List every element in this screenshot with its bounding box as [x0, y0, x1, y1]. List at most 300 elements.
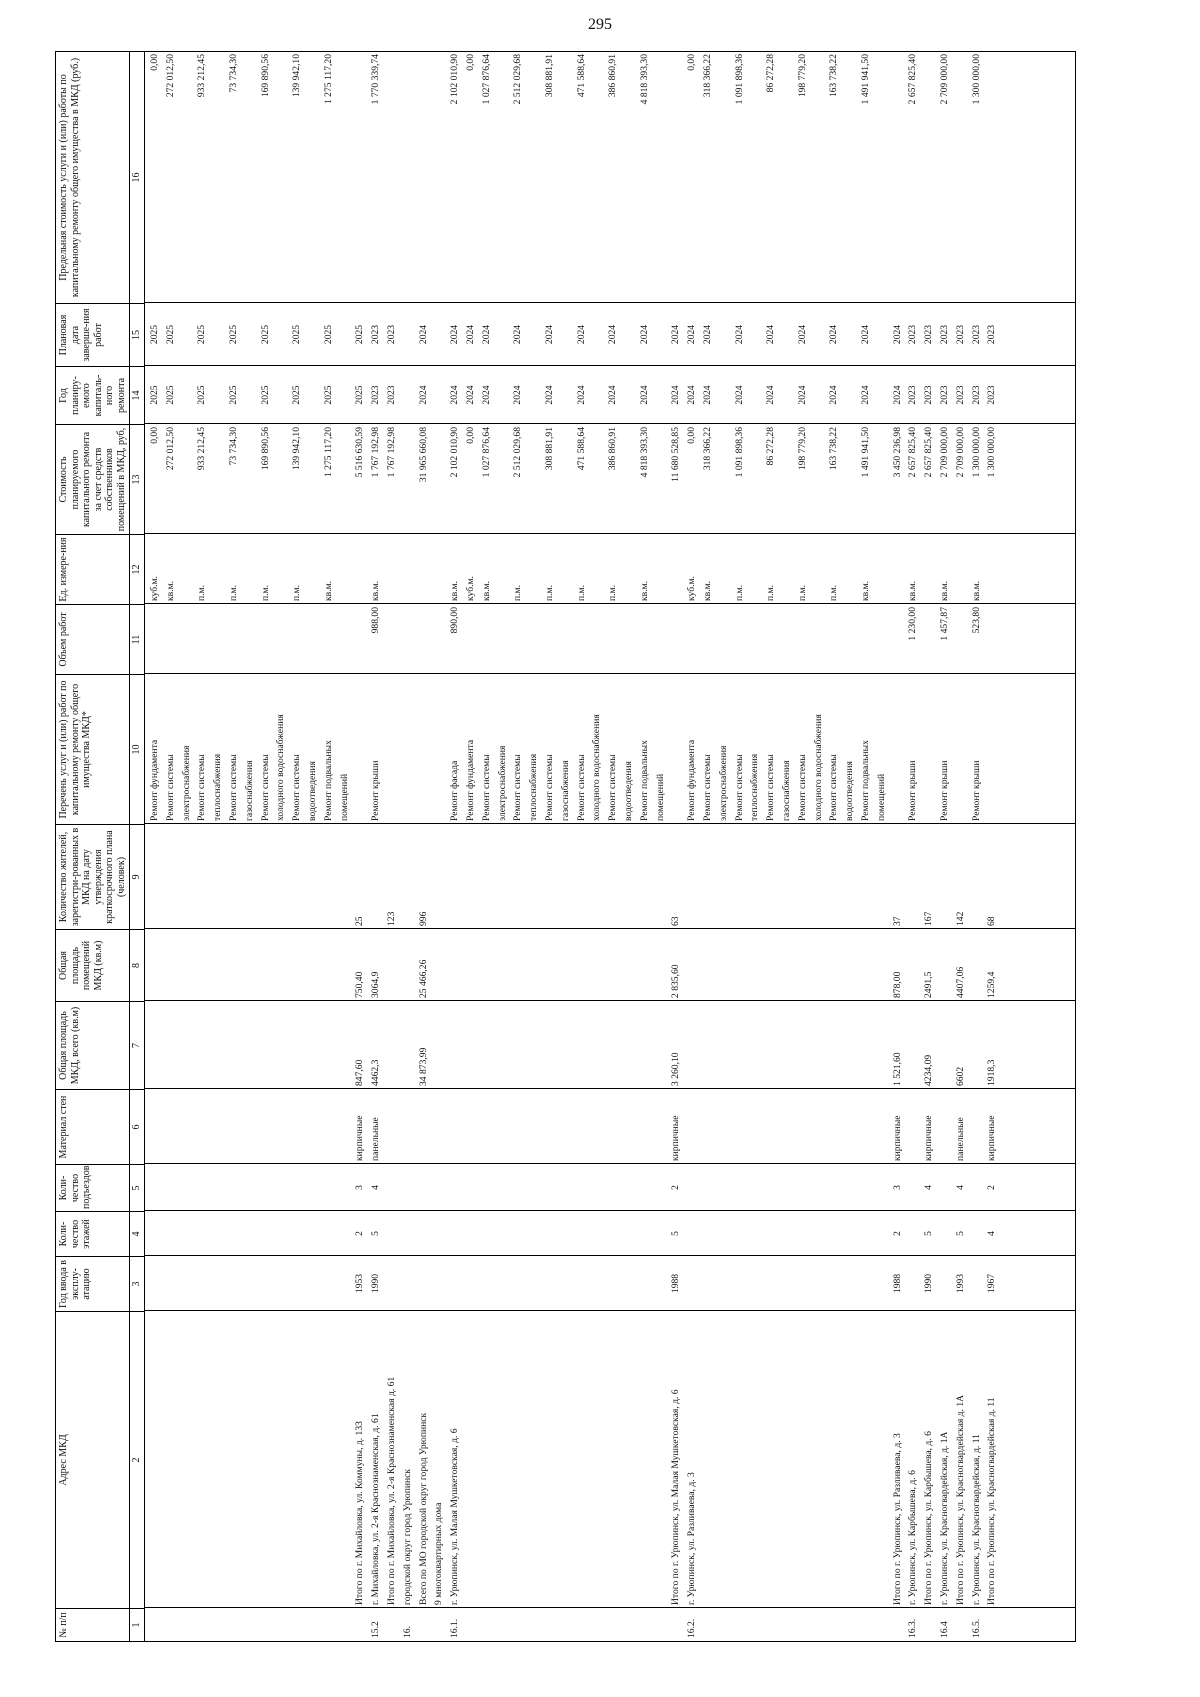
cell-completion-date: 2025 — [149, 324, 160, 345]
cell-completion-date: 2024 — [686, 324, 698, 345]
cell-cost: 3 450 236,98 — [891, 427, 903, 478]
cell-cost: 1 275 117,20 — [322, 427, 334, 478]
cell-work-item: Ремонт фасада — [449, 760, 461, 821]
cell-address: Итого по г. Урюпинск, ул. Карбышева, д. 6 — [923, 1431, 935, 1605]
cell-cost: 1 091 898,36 — [733, 427, 745, 478]
col-number: 16 — [130, 52, 145, 304]
cell-address: Итого по г. Михайловка, ул. 2-я Краснознаменская д. 61 — [386, 1376, 397, 1605]
cell-completion-date: 2024 — [480, 324, 492, 345]
cell-total-area: 847,60 — [354, 1059, 366, 1086]
cell-repair-year: 2024 — [638, 385, 650, 405]
cell-year-built: 1988 — [670, 1273, 682, 1294]
cell-unit: кв.м. — [164, 580, 176, 601]
cell-unit: кв.м. — [702, 580, 713, 601]
cell-repair-year: 2025 — [149, 385, 160, 405]
cell-work-item: Ремонт системы — [607, 754, 619, 821]
cell-repair-year: 2024 — [607, 385, 619, 405]
cell-completion-date: 2024 — [575, 324, 587, 345]
cell-max-cost: 2 512 029,68 — [512, 54, 524, 105]
col-number: 15 — [130, 304, 145, 367]
cell-wall-material: панельные — [370, 1117, 382, 1161]
cell-cost: 163 738,22 — [828, 427, 840, 471]
cell-entrances: 4 — [954, 1185, 966, 1190]
cell-unit: п.м. — [544, 584, 555, 601]
cell-row-num: 15.2 — [370, 1621, 382, 1638]
cell-work-item: водоотведения — [307, 761, 318, 821]
cell-repair-year: 2024 — [544, 385, 555, 405]
cell-unit: п.м. — [607, 584, 619, 601]
cell-work-item: Ремонт крыши — [370, 760, 382, 821]
cell-completion-date: 2025 — [164, 324, 176, 345]
header-address: Адрес МКД — [56, 1312, 130, 1609]
column-divider — [145, 423, 1075, 424]
col-number: 9 — [130, 825, 145, 930]
cell-work-item: газоснабжения — [559, 760, 571, 821]
cell-floors: 5 — [370, 1231, 382, 1236]
cell-repair-year: 2025 — [354, 385, 366, 405]
cell-repair-year: 2024 — [796, 385, 808, 405]
cell-row-num: 16.4 — [939, 1621, 950, 1638]
cell-completion-date: 2024 — [607, 324, 619, 345]
cell-wall-material: панельные — [954, 1117, 966, 1161]
cell-work-item: Ремонт системы — [512, 754, 524, 821]
cell-max-cost: 933 212,45 — [196, 54, 208, 98]
header-unit: Ед. измере-ния — [56, 535, 130, 605]
cell-completion-date: 2025 — [228, 324, 239, 345]
cell-total-area: 1 521,60 — [891, 1052, 903, 1086]
cell-floors: 5 — [923, 1231, 935, 1236]
cell-year-built: 1990 — [923, 1273, 935, 1294]
cell-max-cost: 471 588,64 — [575, 54, 587, 98]
cell-completion-date: 2025 — [259, 324, 271, 345]
cell-cost: 0,00 — [465, 427, 476, 444]
cell-completion-date: 2025 — [291, 324, 303, 345]
cell-completion-date: 2023 — [907, 324, 919, 345]
cell-cost: 0,00 — [686, 427, 698, 444]
cell-work-item: Ремонт подвальных — [638, 740, 650, 821]
cell-repair-year: 2024 — [465, 385, 476, 405]
header-volume: Объем работ — [56, 605, 130, 675]
cell-repair-year: 2023 — [954, 385, 966, 405]
cell-repair-year: 2024 — [733, 385, 745, 405]
cell-work-item: Ремонт фундамента — [686, 739, 698, 821]
cell-year-built: 1967 — [986, 1273, 998, 1294]
cell-premises-area: 878,00 — [891, 971, 903, 998]
cell-max-cost: 198 779,20 — [796, 54, 808, 98]
cell-volume: 1 457,87 — [939, 607, 950, 641]
col-number: 5 — [130, 1165, 145, 1212]
cell-work-item: Ремонт системы — [228, 754, 239, 821]
cell-cost: 86 272,28 — [765, 427, 777, 466]
cell-unit: кв.м. — [970, 580, 982, 601]
col-number: 7 — [130, 1002, 145, 1090]
cell-repair-year: 2023 — [939, 385, 950, 405]
cell-volume: 1 230,00 — [907, 607, 919, 641]
cell-year-built: 1988 — [891, 1273, 903, 1294]
col-number: 1 — [130, 1609, 145, 1642]
column-divider — [145, 1310, 1075, 1311]
cell-entrances: 2 — [670, 1185, 682, 1190]
column-divider — [145, 1000, 1075, 1001]
cell-max-cost: 0,00 — [465, 54, 476, 71]
cell-total-area: 6602 — [954, 1066, 966, 1086]
header-residents: Количество жителей, зарегистри-рованных в МКД на дату утверждения краткосрочного плана (человек) — [56, 825, 130, 930]
header-num: № п/п — [56, 1609, 130, 1642]
cell-repair-year: 2025 — [259, 385, 271, 405]
cell-row-num: 16.2. — [686, 1618, 698, 1638]
column-divider — [145, 603, 1075, 604]
cell-work-item: Ремонт системы — [259, 754, 271, 821]
cell-repair-year: 2025 — [322, 385, 334, 405]
cell-work-item: холодного водоснабжения — [275, 714, 287, 821]
cell-address: г. Урюпинск, ул. Карбышева, д. 6 — [907, 1470, 919, 1605]
cell-cost: 5 516 630,59 — [354, 427, 366, 478]
cell-work-item: Ремонт системы — [196, 754, 208, 821]
cell-address: г. Урюпинск, ул. Малая Мушкетовская, д. 6 — [449, 1428, 461, 1605]
cell-completion-date: 2024 — [638, 324, 650, 345]
cell-residents: 63 — [670, 916, 682, 926]
cell-work-item: Ремонт системы — [291, 754, 303, 821]
cell-completion-date: 2024 — [702, 324, 713, 345]
cell-year-built: 1993 — [954, 1273, 966, 1294]
cell-cost: 2 709 000,00 — [939, 427, 950, 478]
column-divider — [145, 1255, 1075, 1256]
cell-premises-area: 25 466,26 — [417, 959, 429, 998]
cell-unit: кв.м. — [907, 580, 919, 601]
cell-total-area: 3 260,10 — [670, 1052, 682, 1086]
cell-completion-date: 2023 — [370, 324, 382, 345]
cell-work-item: Ремонт подвальных — [860, 740, 871, 821]
cell-completion-date: 2024 — [465, 324, 476, 345]
cell-cost: 1 767 192,98 — [370, 427, 382, 478]
cell-cost: 471 588,64 — [575, 427, 587, 471]
cell-residents: 996 — [417, 911, 429, 926]
cell-cost: 1 767 192,98 — [386, 427, 397, 478]
cell-wall-material: кирпичные — [670, 1115, 682, 1161]
cell-work-item: Ремонт системы — [733, 754, 745, 821]
cell-work-item: теплоснабжения — [212, 753, 224, 821]
header-max-cost: Предельная стоимость услуги и (или) работы по капитальному ремонту общего имущества в МКД (руб.) — [56, 52, 130, 304]
cell-work-item: Ремонт подвальных — [322, 740, 334, 821]
cell-unit: кв.м. — [449, 580, 461, 601]
cell-address: Итого по г. Михайловка, ул. Коммуны, д. 133 — [354, 1421, 366, 1605]
header-wall-material: Материал стен — [56, 1090, 130, 1165]
cell-work-item: помещений — [338, 773, 350, 821]
cell-completion-date: 2024 — [670, 324, 682, 345]
cell-completion-date: 2024 — [765, 324, 777, 345]
cell-work-item: Ремонт системы — [575, 754, 587, 821]
cell-cost: 318 366,22 — [702, 427, 713, 471]
cell-work-item: электроснабжения — [180, 745, 192, 821]
cell-volume: 988,00 — [370, 607, 382, 634]
cell-work-item: помещений — [654, 773, 666, 821]
cell-address: Итого по г. Урюпинск, ул. Красногвардейская д. 11 — [986, 1397, 998, 1605]
cell-completion-date: 2023 — [923, 324, 935, 345]
cell-work-item: Ремонт системы — [702, 754, 713, 821]
cell-unit: п.м. — [196, 584, 208, 601]
cell-repair-year: 2024 — [828, 385, 840, 405]
header-premises-area: Общая площадь помещений МКД (кв.м) — [56, 930, 130, 1002]
cell-premises-area: 1259,4 — [986, 971, 998, 998]
cell-wall-material: кирпичные — [923, 1115, 935, 1161]
cell-unit: куб.м. — [686, 576, 698, 601]
cell-cost: 73 734,30 — [228, 427, 239, 466]
cell-premises-area: 2 835,60 — [670, 964, 682, 998]
cell-max-cost: 1 275 117,20 — [322, 54, 334, 105]
cell-unit: куб.м. — [149, 576, 160, 601]
col-number: 4 — [130, 1212, 145, 1257]
cell-completion-date: 2024 — [512, 324, 524, 345]
cell-cost: 198 779,20 — [796, 427, 808, 471]
cell-completion-date: 2024 — [891, 324, 903, 345]
cell-residents: 68 — [986, 916, 998, 926]
column-divider — [145, 823, 1075, 824]
cell-max-cost: 86 272,28 — [765, 54, 777, 93]
page-number: 295 — [588, 16, 612, 33]
cell-repair-year: 2024 — [512, 385, 524, 405]
cell-repair-year: 2023 — [970, 385, 982, 405]
cell-completion-date: 2024 — [417, 324, 429, 345]
cell-entrances: 3 — [354, 1185, 366, 1190]
cell-floors: 2 — [354, 1231, 366, 1236]
cell-max-cost: 0,00 — [149, 54, 160, 71]
cell-unit: куб.м. — [465, 576, 476, 601]
cell-max-cost: 386 860,91 — [607, 54, 619, 98]
col-number: 2 — [130, 1312, 145, 1609]
cell-work-item: Ремонт крыши — [907, 760, 919, 821]
cell-work-item: водоотведения — [844, 761, 856, 821]
cell-repair-year: 2024 — [702, 385, 713, 405]
cell-premises-area: 750,40 — [354, 971, 366, 998]
cell-residents: 25 — [354, 916, 366, 926]
cell-cost: 2 657 825,40 — [907, 427, 919, 478]
cell-unit: кв.м. — [638, 580, 650, 601]
cell-completion-date: 2024 — [449, 324, 461, 345]
col-number: 6 — [130, 1090, 145, 1165]
header-repair-year: Год планиру-емого капиталь-ного ремонта — [56, 367, 130, 425]
cell-entrances: 4 — [370, 1185, 382, 1190]
header-entrances: Коли-чество подъездов — [56, 1165, 130, 1212]
cell-cost: 4 818 393,30 — [638, 427, 650, 478]
cell-work-item: Ремонт системы — [480, 754, 492, 821]
cell-cost: 1 300 000,00 — [970, 427, 982, 478]
cell-cost: 2 102 010,90 — [449, 427, 461, 478]
cell-repair-year: 2023 — [923, 385, 935, 405]
cell-max-cost: 1 091 898,36 — [733, 54, 745, 105]
cell-work-item: электроснабжения — [717, 745, 729, 821]
cell-address: Всего по МО городской округ город Урюпинск — [417, 1412, 429, 1605]
cell-work-item: холодного водоснабжения — [812, 714, 824, 821]
rotated-table-container — [55, 52, 1140, 1642]
cell-repair-year: 2025 — [291, 385, 303, 405]
cell-premises-area: 3064,9 — [370, 971, 382, 998]
cell-max-cost: 2 709 000,00 — [939, 54, 950, 105]
cell-cost: 933 212,45 — [196, 427, 208, 471]
table-body — [145, 52, 1076, 1642]
cell-cost: 2 657 825,40 — [923, 427, 935, 478]
cell-max-cost: 272 012,50 — [164, 54, 176, 98]
cell-repair-year: 2024 — [860, 385, 871, 405]
header-works-list: Перечень услуг и (или) работ по капитальному ремонту общего имущества МКД* — [56, 675, 130, 825]
cell-entrances: 2 — [986, 1185, 998, 1190]
cell-premises-area: 4407,06 — [954, 966, 966, 998]
cell-unit: п.м. — [259, 584, 271, 601]
cell-completion-date: 2024 — [733, 324, 745, 345]
cell-completion-date: 2025 — [196, 324, 208, 345]
cell-cost: 1 027 876,64 — [480, 427, 492, 478]
cell-total-area: 4234,09 — [923, 1054, 935, 1086]
cell-floors: 5 — [670, 1231, 682, 1236]
cell-address: Итого по г. Урюпинск, ул. Малая Мушкетовская, д. 6 — [670, 1389, 682, 1605]
cell-cost: 11 680 528,85 — [670, 427, 682, 482]
cell-unit: кв.м. — [322, 580, 334, 601]
cell-work-item: Ремонт системы — [765, 754, 777, 821]
cell-address: городской округ город Урюпинск — [401, 1468, 413, 1605]
cell-unit: п.м. — [765, 584, 777, 601]
col-number: 3 — [130, 1257, 145, 1312]
cell-repair-year: 2024 — [891, 385, 903, 405]
cell-max-cost: 318 366,22 — [702, 54, 713, 98]
cell-work-item: Ремонт фундамента — [149, 739, 160, 821]
cell-repair-year: 2024 — [670, 385, 682, 405]
cell-cost: 0,00 — [149, 427, 160, 444]
col-number: 13 — [130, 425, 145, 535]
cell-wall-material: кирпичные — [891, 1115, 903, 1161]
cell-max-cost: 2 102 010,90 — [449, 54, 461, 105]
cell-premises-area: 2491,5 — [923, 971, 935, 998]
column-divider — [145, 1210, 1075, 1211]
cell-completion-date: 2024 — [796, 324, 808, 345]
cell-wall-material: кирпичные — [986, 1115, 998, 1161]
cell-unit: п.м. — [228, 584, 239, 601]
cell-total-area: 4462,3 — [370, 1059, 382, 1086]
cell-work-item: газоснабжения — [781, 760, 792, 821]
cell-row-num: 16.5. — [970, 1618, 982, 1638]
header-floors: Коли-чество этажей — [56, 1212, 130, 1257]
column-divider — [145, 673, 1075, 674]
cell-max-cost: 0,00 — [686, 54, 698, 71]
cell-residents: 142 — [954, 911, 966, 926]
column-divider — [145, 1607, 1075, 1608]
col-number: 12 — [130, 535, 145, 605]
cell-volume: 890,00 — [449, 607, 461, 634]
cell-cost: 2 709 000,00 — [954, 427, 966, 478]
cell-cost: 272 012,50 — [164, 427, 176, 471]
cell-completion-date: 2024 — [860, 324, 871, 345]
cell-row-num: 16.3. — [907, 1618, 919, 1638]
cell-address: г. Урюпинск, ул. Красногвардейская, д. 11 — [970, 1434, 982, 1605]
cell-max-cost: 169 890,56 — [259, 54, 271, 98]
cell-repair-year: 2023 — [370, 385, 382, 405]
col-number: 11 — [130, 605, 145, 675]
cell-completion-date: 2023 — [970, 324, 982, 345]
cell-repair-year: 2025 — [164, 385, 176, 405]
cell-max-cost: 139 942,10 — [291, 54, 303, 98]
cell-repair-year: 2023 — [907, 385, 919, 405]
column-divider — [145, 533, 1075, 534]
cell-max-cost: 1 491 941,50 — [860, 54, 871, 105]
cell-work-item: газоснабжения — [243, 760, 255, 821]
cell-work-item: водоотведения — [623, 761, 634, 821]
cell-repair-year: 2024 — [575, 385, 587, 405]
cell-cost: 308 881,91 — [544, 427, 555, 471]
cell-address: Итого по г. Урюпинск, ул. Разливаева, д. 3 — [891, 1433, 903, 1605]
cell-unit: п.м. — [575, 584, 587, 601]
cell-unit: п.м. — [733, 584, 745, 601]
cell-residents: 167 — [923, 911, 935, 926]
cell-completion-date: 2023 — [954, 324, 966, 345]
cell-cost: 1 491 941,50 — [860, 427, 871, 478]
cell-address: г. Урюпинск, ул. Красногвардейская, д. 1А — [939, 1431, 950, 1605]
cell-repair-year: 2024 — [686, 385, 698, 405]
cell-completion-date: 2025 — [322, 324, 334, 345]
cell-cost: 31 965 660,08 — [417, 427, 429, 483]
cell-work-item: Ремонт крыши — [939, 760, 950, 821]
cell-floors: 2 — [891, 1231, 903, 1236]
cell-completion-date: 2024 — [544, 324, 555, 345]
cell-work-item: помещений — [875, 773, 887, 821]
cell-total-area: 1918,3 — [986, 1059, 998, 1086]
cell-repair-year: 2023 — [386, 385, 397, 405]
cell-residents: 123 — [386, 911, 397, 926]
cell-completion-date: 2024 — [828, 324, 840, 345]
cell-cost: 2 512 029,68 — [512, 427, 524, 478]
header-cost: Стоимость планируемого капитального ремонта за счет средств собственников помещений в МКД, руб, — [56, 425, 130, 535]
cell-unit: п.м. — [828, 584, 840, 601]
header-year-built: Год ввода в эксплу-атацию — [56, 1257, 130, 1312]
cell-wall-material: кирпичные — [354, 1115, 366, 1161]
cell-residents: 37 — [891, 916, 903, 926]
cell-max-cost: 1 300 000,00 — [970, 54, 982, 105]
cell-cost: 1 300 000,00 — [986, 427, 998, 478]
cell-cost: 139 942,10 — [291, 427, 303, 471]
cell-row-num: 16. — [401, 1626, 413, 1638]
cell-floors: 5 — [954, 1231, 966, 1236]
cell-repair-year: 2023 — [986, 385, 998, 405]
cell-cost: 169 890,56 — [259, 427, 271, 471]
column-divider — [145, 365, 1075, 366]
cell-work-item: Ремонт фундамента — [465, 739, 476, 821]
column-divider — [145, 1088, 1075, 1089]
cell-unit: кв.м. — [370, 580, 382, 601]
cell-entrances: 4 — [923, 1185, 935, 1190]
cell-max-cost: 1 770 339,74 — [370, 54, 382, 105]
cell-total-area: 34 873,99 — [417, 1047, 429, 1086]
cell-work-item: теплоснабжения — [749, 753, 761, 821]
cell-repair-year: 2025 — [196, 385, 208, 405]
cell-max-cost: 73 734,30 — [228, 54, 239, 93]
cell-max-cost: 308 881,91 — [544, 54, 555, 98]
cell-max-cost: 4 818 393,30 — [638, 54, 650, 105]
cell-repair-year: 2024 — [480, 385, 492, 405]
cell-work-item: холодного водоснабжения — [591, 714, 603, 821]
cell-work-item: Ремонт крыши — [970, 760, 982, 821]
cell-cost: 386 860,91 — [607, 427, 619, 471]
cell-work-item: Ремонт системы — [796, 754, 808, 821]
cell-max-cost: 163 738,22 — [828, 54, 840, 98]
capital-repair-table — [55, 51, 1076, 1642]
cell-max-cost: 1 027 876,64 — [480, 54, 492, 105]
column-divider — [145, 302, 1075, 303]
cell-max-cost: 2 657 825,40 — [907, 54, 919, 105]
cell-repair-year: 2024 — [765, 385, 777, 405]
cell-entrances: 3 — [891, 1185, 903, 1190]
column-divider — [145, 928, 1075, 929]
cell-work-item: Ремонт системы — [544, 754, 555, 821]
cell-row-num: 16.1. — [449, 1618, 461, 1638]
cell-year-built: 1953 — [354, 1273, 366, 1294]
column-divider — [145, 1163, 1075, 1164]
